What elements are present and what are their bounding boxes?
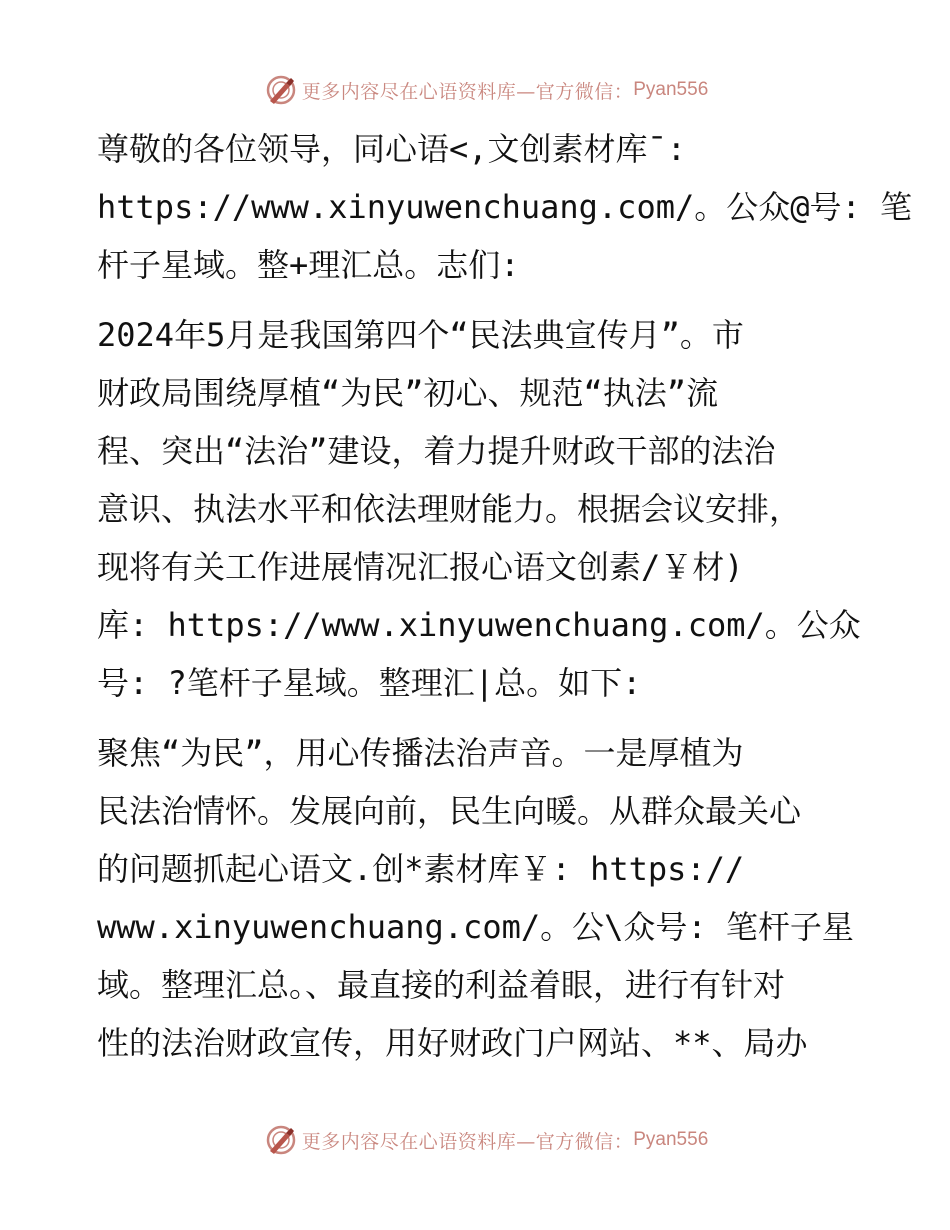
text-line: 现将有关工作进展情况汇报心语文创素/￥材)	[97, 548, 744, 586]
text-line: 2024年5月是我国第四个“民法典宣传月”。市	[97, 316, 744, 354]
header-watermark-banner	[0, 70, 950, 110]
text-line: 聚焦“为民”，用心传播法治声音。一是厚植为	[97, 734, 744, 772]
pen-logo-icon	[264, 73, 298, 107]
text-line: 号: ?笔杆子星域。整理汇|总。如下:	[97, 664, 642, 702]
text-line: 财政局围绕厚植“为民”初心、规范“执法”流	[97, 374, 719, 412]
text-line: 杆子星域。整+理汇总。志们:	[97, 246, 520, 284]
text-line: 域。整理汇总。、最直接的利益着眼，进行有针对	[97, 966, 786, 1004]
paragraph-greeting	[97, 120, 913, 294]
footer-watermark-inner	[264, 1123, 709, 1157]
footer-watermark-text: 更多内容尽在心语资料库—官方微信：	[301, 1130, 634, 1153]
footer-watermark-id: Pyan556	[633, 1129, 709, 1150]
text-line: https://www.xinyuwenchuang.com/。公众@号: 笔	[97, 188, 913, 226]
text-line: 尊敬的各位领导，同心语<,文创素材库¯:	[97, 130, 687, 168]
text-line: 库: https://www.xinyuwenchuang.com/。公众	[97, 606, 861, 644]
paragraph-intro	[97, 306, 861, 712]
text-line: 民法治情怀。发展向前，民生向暖。从群众最关心	[97, 792, 802, 830]
text-line: 程、突出“法治”建设，着力提升财政干部的法治	[97, 432, 776, 470]
document-body	[97, 120, 913, 1072]
paragraph-focus	[97, 724, 857, 1072]
text-line: 性的法治财政宣传，用好财政门户网站、**、局办	[97, 1024, 808, 1062]
pen-logo-icon	[264, 1123, 298, 1157]
header-watermark-inner	[264, 73, 709, 107]
text-line: 的问题抓起心语文.创*素材库￥: https://	[97, 850, 745, 888]
header-watermark-text: 更多内容尽在心语资料库—官方微信：	[301, 80, 634, 103]
text-line: 意识、执法水平和依法理财能力。根据会议安排，	[97, 490, 802, 528]
footer-watermark-banner	[0, 1120, 950, 1160]
header-watermark-id: Pyan556	[633, 79, 709, 100]
text-line: www.xinyuwenchuang.com/。公\众号: 笔杆子星	[97, 908, 854, 946]
